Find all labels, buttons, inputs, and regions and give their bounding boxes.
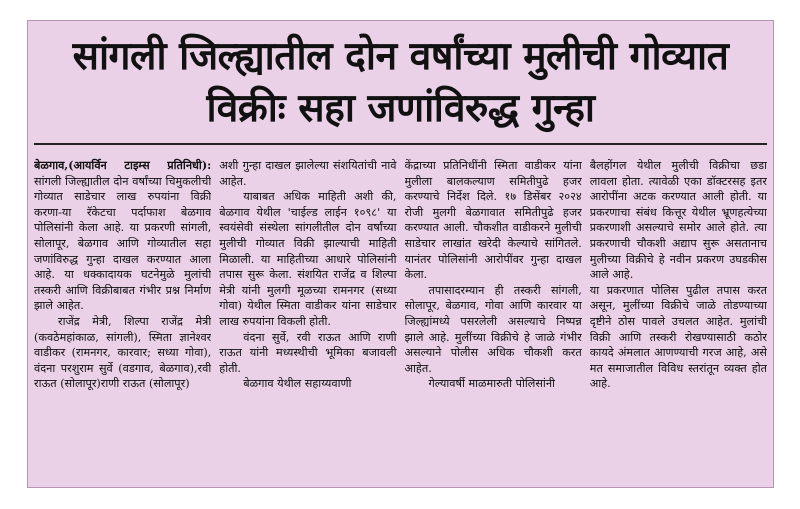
paragraph: या प्रकरणात पोलिस पुढील तपास करत असून, मुलींच्या विक्रीचे जाळे तोडण्याच्या दृष्टीने ठोस पावले उचलत आहेत. मुलांची विक्री आणि तस्करी रोखण्यासाठी कठोर कायदे अंमलात आणण्याची गरज आहे, असे मत समाजातील विविध स्तरांतून व्यक्त होत आहे. (589, 283, 767, 391)
byline: बेळगाव,(आयर्विन टाइम्स प्रतिनिधी): (34, 158, 212, 172)
paragraph: केंद्राच्या प्रतिनिधींनी स्मिता वाडीकर यांना मुलीला बालकल्याण समितीपुढे हजर करण्याचे निर्देश दिले. १७ डिसेंबर २०२४ रोजी मुलगी बेळगावात समितीपुढे हजर करण्यात आली. चौकशीत वाडीकरने मुलीची साडेचार लाखांत खरेदी केल्याचे सांगितले. यानंतर पोलिसांनी आरोपींवर गुन्हा दाखल केला. (404, 159, 582, 282)
article-body (34, 158, 767, 481)
news-clipping (27, 20, 774, 488)
article-column-3 (405, 158, 582, 481)
paragraph: तपासादरम्यान ही तस्करी सांगली, सोलापूर, बेळगाव, गोवा आणि कारवार या जिल्ह्यांमध्ये पसरलेली असल्याचे निष्पन्न झाले आहे. मुलींच्या विक्रीचे हे जाळे गंभीर असल्याने पोलीस अधिक चौकशी करत आहेत. (404, 283, 582, 375)
headline-divider (34, 143, 767, 145)
paragraph: याबाबत अधिक माहिती अशी की, बेळगाव येथील 'चाईल्ड लाईन १०९८' या स्वयंसेवी संस्थेला सांगलीतील दोन वर्षांच्या मुलीची गोव्यात विक्री झाल्याची माहिती मिळाली. या माहितीच्या आधारे पोलिसांनी तपास सुरू केला. संशयित राजेंद्र व शिल्पा मेत्री यांनी मुलगी मूळच्या रामनगर (सध्या गोवा) येथील स्मिता वाडीकर यांना साडेचार लाख रुपयांना विकली होती. (219, 190, 397, 328)
paragraph: अशी गुन्हा दाखल झालेल्या संशयितांची नावे आहेत. (219, 159, 397, 188)
paragraph: गेल्यावर्षी माळमारुती पोलिसांनी (428, 377, 555, 391)
paragraph: बेळगाव येथील सहाय्यवाणी (243, 377, 352, 391)
paragraph: बेळगाव,(आयर्विन टाइम्स प्रतिनिधी): सांगली जिल्ह्यातील दोन वर्षांच्या चिमुकलीची गोव्यात साडेचार लाख रुपयांना विक्री करणा-या रॅकेटचा पर्दाफाश बेळगाव पोलिसांनी केला आहे. या प्रकरणी सांगली, सोलापूर, बेळगाव आणि गोव्यातील सहा जणांविरुद्ध गुन्हा दाखल करण्यात आला आहे. या धक्कादायक घटनेमुळे मुलांची तस्करी आणि विक्रीबाबत गंभीर प्रश्न निर्माण झाले आहेत. (34, 158, 212, 313)
article-column-1 (34, 158, 211, 481)
paragraph: राजेंद्र मेत्री, शिल्पा राजेंद्र मेत्री (कवठेमहांकाळ, सांगली), स्मिता ज्ञानेश्वर वाडीकर (रामनगर, कारवार; सध्या गोवा), वंदना परशुराम सुर्वे (वडगाव, बेळगाव),रवी राऊत (सोलापूर)राणी राऊत (सोलापूर) (34, 314, 212, 391)
article-column-4 (590, 158, 767, 481)
article-column-2 (219, 158, 396, 481)
paragraph: वंदना सुर्वे, रवी राऊत आणि राणी राऊत यांनी मध्यस्थीची भूमिका बजावली होती. (219, 330, 397, 375)
paragraph: बैलहोंगल येथील मुलीची विक्रीचा छडा लावला होता. त्यावेळी एका डॉक्टरसह इतर आरोपींना अटक करण्यात आली होती. या प्रकरणाचा संबंध कित्तूर येथील भ्रूणहत्येच्या प्रकरणाशी असल्याचे समोर आले होते. त्या प्रकरणाची चौकशी अद्याप सुरू असतानाच मुलीच्या विक्रीचे हे नवीन प्रकरण उघडकीस आले आहे. (589, 159, 767, 282)
headline: सांगली जिल्ह्यातील दोन वर्षांच्या मुलीची गोव्यात विक्रीः सहा जणांविरुद्ध गुन्हा (72, 34, 729, 131)
